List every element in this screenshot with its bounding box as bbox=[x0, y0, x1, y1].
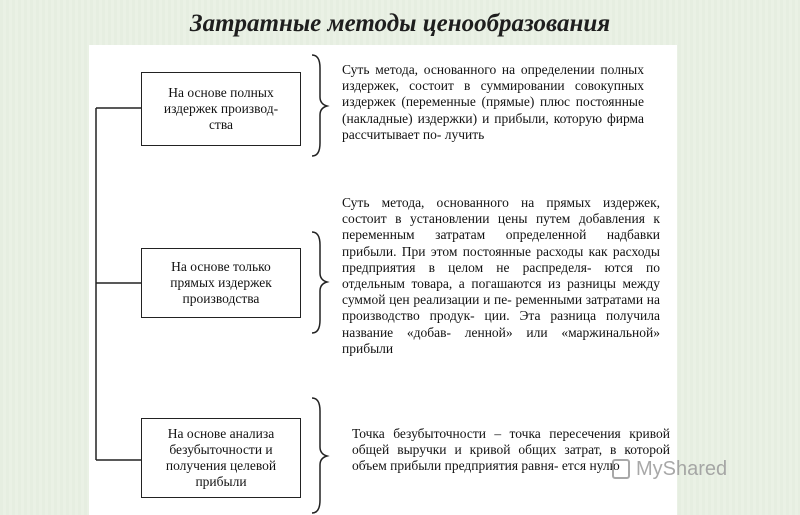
method-box-line: производства bbox=[182, 291, 260, 306]
presentation-icon bbox=[612, 459, 630, 479]
method-box-line: издержек производ- bbox=[163, 101, 279, 116]
brace-2 bbox=[312, 232, 327, 333]
method-box-direct-costs bbox=[141, 248, 301, 318]
method-box-line: прямых издержек bbox=[170, 275, 272, 290]
method-box-line: безубыточности и bbox=[169, 442, 273, 457]
method-box-line: получения целевой bbox=[165, 458, 277, 473]
page-title: Затратные методы ценообразования bbox=[189, 10, 611, 37]
brace-1 bbox=[312, 55, 327, 156]
method-box-line: На основе анализа bbox=[167, 426, 275, 441]
brace-3 bbox=[312, 398, 327, 513]
watermark-text: MyShared bbox=[636, 458, 728, 480]
description-full-costs: Суть метода, основанного на определении полных издержек, состоит в суммировании совокупных издержек (переменные (прямые) плюс постоянные (накладные) издержки) и прибыли, которую фирма рассчитывает по- лучить bbox=[342, 62, 644, 142]
method-box-line: прибыли bbox=[195, 474, 247, 489]
watermark-logo bbox=[612, 458, 727, 481]
method-box-breakeven bbox=[141, 418, 301, 498]
method-box-line: ства bbox=[208, 117, 234, 132]
description-direct-costs: Суть метода, основанного на прямых издержек, состоит в установлении цены путем добавления к переменным затратам определенной надбавки прибыли. При этом постоянные расходы как расходы предприятия в целом не распределя- ются по отдельным товара, а погашаются из разницы между суммой цен реализации и пе- ременными затратами на производство продук- ции. Эта разница получила название «добав- ленной» или «маржинальной» прибыли bbox=[342, 195, 660, 356]
method-box-full-costs bbox=[141, 72, 301, 146]
description-breakeven: Точка безубыточности – точка пересечения кривой общей выручки и кривой общих затрат, в которой объем прибыли предприятия равня- ется нулю bbox=[352, 426, 670, 474]
method-box-line: На основе только bbox=[171, 259, 271, 274]
method-box-line: На основе полных bbox=[168, 85, 274, 100]
